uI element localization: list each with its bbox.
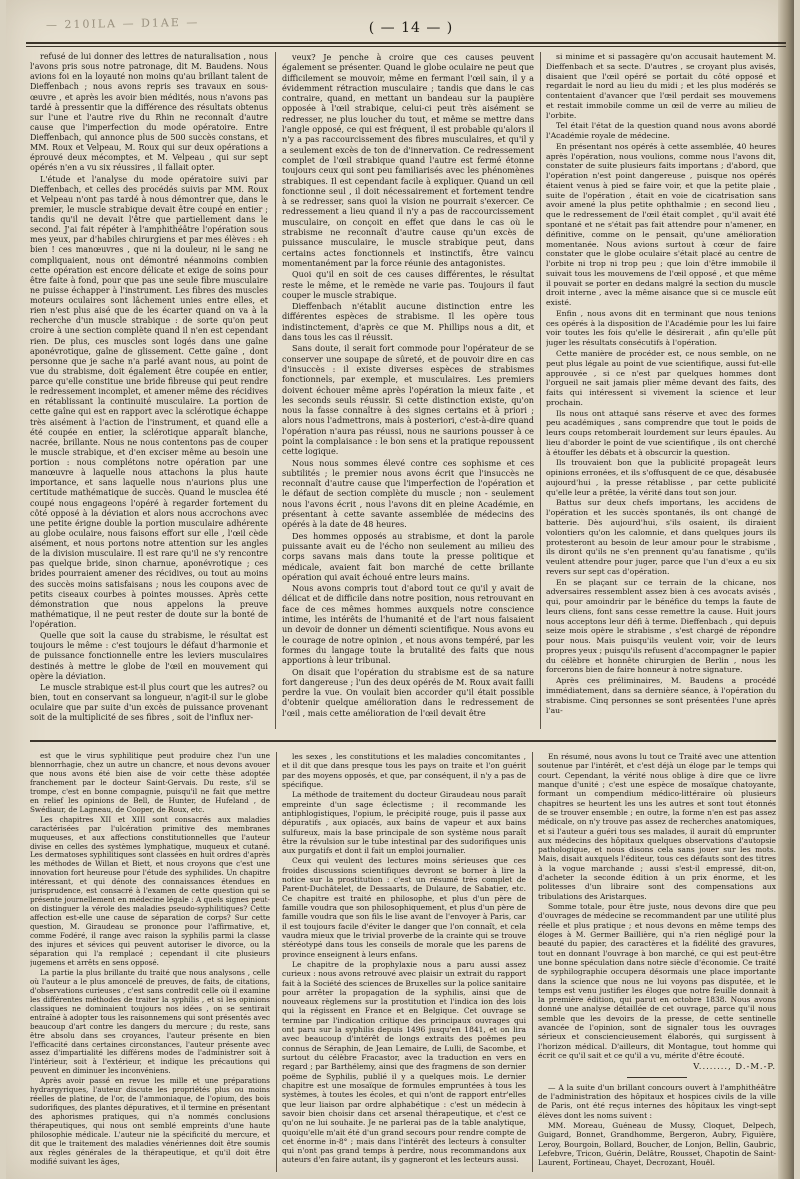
paragraph: Enfin , nous avons dit en terminant que nous tenions ces opérés à la disposition de l'Académie pour les lui faire voir toutes les fois qu'elle le désirerait , afin qu'elle pût juger les résultats consécutifs à l'opération. [546,308,776,348]
column-divider [532,752,533,1172]
paragraph: Quelle que soit la cause du strabisme, le résultat est toujours le même : c'est toujours le défaut d'harmonie et de puissance fonctionnelle entre les leviers musculaires destinés à mettre le globe de l'œil en mouvement qui opère la déviation. [30,631,268,681]
paragraph: les sexes , les constitutions et les maladies concomitantes , et il dit que dans presque tous les pays on traite et l'on guérit par des moyens opposés, et que, par conséquent, il n'y a pas de spécifique. [282,752,526,789]
paragraph: Somme totale, pour être juste, nous devons dire que peu d'ouvrages de médecine se recommandent par une utilité plus réelle et plus pratique ; et nous devons en même temps des éloges à M. Germer Baillière, qui n'a rien négligé pour la beauté du papier, des caractères et la fidélité des gravures, tout en donnant l'ouvrage à bon marché, ce qui est peut-être une bonne spéculation dans notre siècle d'économie. Ce traité de syphilographie occupera désormais une place importante dans la science que nous ne lui voyons pas disputée, et le temps est venu justifier les éloges que notre feuille donnait à la première édition, qui parut en octobre 1838. Nous avons donné une analyse détaillée de cet ouvrage, parce qu'il nous semble que les devoirs de la presse, de cette sentinelle avancée de l'opinion, sont de signaler tous les ouvrages sérieux et consciencieusement élaborés, qui surgissent à l'horizon médical. D'ailleurs, dit Montague, tout homme qui écrit ce qu'il sait et ce qu'il a vu, mérite d'être écouté. [538,902,776,1060]
article-column-1 [30,52,268,729]
paragraph: Nous avons compris tout d'abord tout ce qu'il y avait de délicat et de difficile dans notre position, nous retrouvant en face de ces mêmes hommes auxquels notre conscience intime, les intérêts de l'humanité et de l'art nous faisaient un devoir de donner un démenti scientifique. Nous avons eu le courage de notre opinion , et nous avons tempéré, par les formes du langage toute la brutalité des faits que nous apportions à leur tribunal. [282,583,534,666]
article-column-3 [546,52,776,729]
paragraph: Ils nous ont attaqué sans réserve et avec des formes peu académiques , sans comprendre que tout le poids de leurs coups retomberait lourdement sur leurs épaules. Au lieu d'aborder le point de vue scientifique , ils ont cherché à étouffer les débats et à obscurcir la question. [546,408,776,457]
paragraph: Les chapitres XII et XIII sont consacrés aux maladies caractérisées par l'ulcération primitive des membranes muqueuses, et aux affections constitutionnelles que l'auteur divise en celles des systèmes lymphatique, muqueux et cutané. Les dermatoses syphilitiques sont classées en huit ordres d'après les méthodes de Willan et Biett, et nous croyons que c'est une innovation fort heureuse pour l'étude des syphilides. Un chapitre intéressant, et qui dénote des connaissances étendues en jurisprudence, est consacré à l'examen de cette question qui se présente journellement en médecine légale : A quels signes peut-on distinguer la vérole des maladies pseudo-syphilitiques? Cette affection est-elle une cause de séparation de corps? Sur cette question, M. Giraudeau se prononce pour l'affirmative, et, comme Fodéré, il range avec raison la syphilis parmi la classe des injures et sévices qui peuvent autoriser le divorce, ou la séparation qui l'a remplacé ; cependant il cite plusieurs jugemens et arrêts en sens opposé. [30,814,270,967]
paragraph: L'étude et l'analyse du mode opératoire suivi par Dieffenbach, et celles des procédés suivis par MM. Roux et Velpeau n'ont pas tardé à nous démontrer que, dans le premier, le muscle strabique devait être coupé en entier ; tandis qu'il ne devait l'être que partiellement dans le second. J'ai fait répéter à l'amphithéâtre l'opération sous mes yeux, par d'habiles chirurgiens et par mes élèves : eh bien ! ces manœuvres , que ni la douleur, ni le sang ne compliquaient, nous ont démontré néanmoins combien cette opération est encore délicate et exige de soins pour être faite à fond, pour que pas une seule fibre musculaire ne puisse échapper à l'instrument. Les fibres des muscles moteurs oculaires sont lâchement unies entre elles, et rien n'est plus aisé que de les écarter quand on va à la recherche d'un muscle strabique : de sorte qu'on peut croire à une section complète quand il n'en est cependant rien. De plus, ces muscles sont logés dans une gaîne aponévrotique, gaîne de glissement. Cette gaîne , dont personne que je sache n'a parlé avant nous, au point de vue du strabisme, doit également être coupée en entier, parce qu'elle constitue une bride fibreuse qui peut rendre le redressement incomplet, et amener même des récidives en rétablissant la continuité musculaire. La portion de cette gaîne qui est en rapport avec la sclérotique échappe très aisément à l'action de l'instrument, et quand elle a été coupée en entier, la sclérotique apparaît blanche, nacrée, brillante. Nous ne nous contentons pas de couper le muscle strabique, et d'en exciser même au besoin une portion : nous complétons notre opération par une manœuvre à laquelle nous attachons la plus haute importance, et sans laquelle nous n'aurions plus une certitude mathématique de succès. Quand le muscleа été coupé nous engageons l'opéré à regarder fortement du côté opposé à la déviation et alors nous accrochons avec une petite érigne double la portion musculaire adhérente au globe oculaire, nous faisons effort sur elle , l'œil cède aisément, et nous portons notre attention sur les angles de la division musculaire. Il est rare qu'il ne s'y rencontre pas quelque bride, sinon charnue, aponévrotique ; ces brides pourraient amener des récidives, ou tout au moins des succès moins satisfaisans ; nous les coupons avec de petits ciseaux courbes à pointes mousses. Après cette démonstration que nous appelons la preuve mathématique, il ne peut rester de doute sur la bonté de l'opération. [30,174,268,629]
review-column-2 [282,752,526,1172]
paragraph: En résumé, nous avons lu tout ce Traité avec une attention soutenue par l'intérêt, et c'est déjà un éloge par le temps qui court. Cependant, la vérité nous oblige à dire que ce livre manque d'unité ; c'est une espèce de mosaïque chatoyante, formant un compendium médico-littéraire où plusieurs chapitres se heurtent les uns les autres et sont tout étonnés de se trouver ensemble ; en outre, la forme n'en est pas assez médicale, on n'y trouve pas assez de recherches anatomiques, et si l'auteur a guéri tous ses malades, il aurait dû emprunter aux médecins des hôpitaux quelques observations d'autopsie pathologique, et nous disons cela sans jouer sur les mots. Mais, disait auxquels l'éditeur, tous ces défauts sont des titres à la vogue marchande ; aussi s'est-il empressé, dit-on, d'acheter la seconde édition à un prix énorme, et les politesses d'un libraire sont des compensations aux tribulations des Aristarques. [538,752,776,901]
paragraph: Quoi qu'il en soit de ces causes différentes, le résultat reste le même, et le remède ne varie pas. Toujours il faut couper le muscle strabique. [282,269,534,300]
short-rule [627,1077,687,1078]
paragraph: On disait que l'opération du strabisme est de sa nature fort dangereuse ; l'un des deux opérés de M. Roux avait failli perdre la vue. On voulait bien accorder qu'il était possible d'obtenir quelque amélioration dans le redressement de l'œil , mais cette amélioration de l'œil devait être [282,666,534,718]
review-column-1 [30,752,270,1172]
paragraph: si minime et si passagère qu'on accusait hautement M. Dieffenbach et sa secte. D'autres , se croyant plus avisés, disaient que l'œil opéré se portait du côté opposé et regardait le nord au lieu du midi ; et les plus modérés se contentaient d'avancer que l'œil perdait ses mouvemens et restait immobile comme un œil de verre au milieu de l'orbite. [546,52,776,120]
page-header [26,12,786,48]
paragraph: Dieffenbach n'établit aucune distinction entre les différentes espèces de strabisme. Il les opère tous indistinctement, d'après ce que M. Phillips nous a dit, et dans tous les cas il réussit. [282,301,534,343]
paragraph: Battus sur deux chefs importans, les accidens de l'opération et les succès spontanés, ils ont changé de batterie. Dès aujourd'hui, s'ils osaient, ils diraient volontiers qu'on les calomnie, et dans quelques jours ils protesteront au besoin de leur amour pour le strabisme , ils diront qu'ils ne s'en prennent qu'au fanatisme , qu'ils veulent attendre pour juger, parce que l'un d'eux a eu six revers sur sept cas d'opération. [546,498,776,576]
paragraph: Le muscle strabique est-il plus court que les autres? ou bien, tout en conservant sa longueur, n'agit-il sur le globe oculaire que par suite d'un excès de puissance provenant soit de la multiplicité de ses fibres , soit de l'influx ner- [30,682,268,723]
paragraph: MM. Moreau, Guéneau de Mussy, Cloquet, Delpech, Guigard, Bonnet, Grandhomme, Bergeron, Aubry, Figuière, Leroy, Bourgoin, Bollard, Boucher, de Lonjon, Bellin, Gaubric, Lefebvre, Tricon, Guérin, Delâtre, Rousset, Chapotin de Saint-Laurent, Fortineau, Chayet, Decrozant, Houël. [538,1120,776,1168]
header-rule [26,42,786,44]
newspaper-page [6,0,794,1179]
author-signature: V........, D.-M.-P. [693,1061,776,1072]
faded-masthead-text: — 210ILA — D1AE — [45,15,200,32]
paragraph: La méthode de traitement du docteur Giraudeau nous paraît empreinte d'un sage éclectisme ; il recommande les antiphlogistiques, l'opium, le précipité rouge, puis il passe aux dépuratifs , aux opiacés, aux bains de vapeur et aux bains sulfureux, mais la base principale de son système nous paraît être la révulsion sur le tube intestinal par des sudorifiques unis aux purgatifs et dont il fait un emploi journalier. [282,790,526,856]
paragraph: En se plaçant sur ce terrain de la chicane, nos adversaires ressemblent assez bien à ces avocats avisés , qui, pour amoindrir par le bénéfice du temps la faute de leurs cliens, font sans cesse remettre la cause. Huit jours nous acceptons leur défi à terme. Dieffenbach , qui depuis seize mois opère le strabisme , s'est chargé de répondre pour nous. Mais puisqu'ils veulent voir, voir de leurs propres yeux ; puisqu'ils refusent d'accompagner le papier du célèbre et honnête chirurgien de Berlin , nous les forcerons bien de faire honneur à notre signature. [546,577,776,675]
binding-edge [778,0,794,1179]
article-column-2 [282,52,534,729]
paragraph: — A la suite d'un brillant concours ouvert à l'amphithéâtre de l'administration des hôpitaux et hospices civils de la ville de Paris, ont été reçus internes des hôpitaux les vingt-sept élèves dont les noms suivent : [538,1082,776,1120]
column-divider [276,752,277,1172]
paragraph: La partie la plus brillante du traité que nous analysons , celle où l'auteur a le plus amoncelé de preuves, de faits, de citations, d'observations curieuses , c'est sans contredit celle où il examine les différentes méthodes de traiter la syphilis , et si les opinions classiques ne dominaient toujours nos idées , on se sentirait entraîné à adopter tous les raisonnemens qui sont présentés avec beaucoup d'art contre les dangers du mercure ; du reste, sans être absolu dans ses croyances, l'auteur présente en bien l'efficacité dans certaines circonstances, l'auteur présente avec assez d'impartialité les différens modes de l'administrer soit à l'intérieur, soit à l'extérieur, et indique les précautions qui peuvent en diminuer les inconvéniens. [30,967,270,1076]
paragraph: veux? Je penche à croire que ces causes peuvent également se présenter. Quand le globe oculaire ne peut que difficilement se mouvoir, même en fermant l'œil sain, il y a évidemment rétraction musculaire ; tandis que dans le cas contraire, quand, en mettant un bandeau sur la paupière opposée à l'œil strabique, celui-ci peut très aisément se redresser, ne plus loucher du tout, et même se mettre dans l'angle opposé, ce qui est fréquent, il est probable qu'alors il n'y a pas raccourcissement des fibres musculaires, et qu'il y a seulement excès de ton de d'innervation. Ce redressement complet de l'œil strabique quand l'autre est fermé étonne toujours ceux qui sont peu familiarisés avec les phénomènes strabiques. Il est cependant facile à expliquer. Quand un œil fonctionne seul , il doit nécessairement et fortement tendre à se redresser, sans quoi la vision ne pourrait s'exercer. Ce redressement a lieu quand il n'y a pas de raccourcissement musculaire, on conçoit en effet que dans le cas où le strabisme ne reconnaît d'autre cause qu'un excès de puissance musculaire, le muscle strabique peut, dans certains actes fonctionnels et instinctifs, être vaincu momentanément par la force réunie des antagonistes. [282,52,534,268]
paragraph: En présentant nos opérés à cette assemblée, 40 heures après l'opération, nous voulions, comme nous l'avons dit, constater de suite plusieurs faits importans ; d'abord, que l'opération n'est point dangereuse , puisque nos opérés étaient venus à pied se faire voir, et que la petite plaie , suite de l'opération , était en voie de cicatrisation sans avoir amené la plus petite ophthalmie ; en second lieu , que le redressement de l'œil était complet , qu'il avait été spontané et ne s'était pas fait attendre pour n'amener, en définitive, comme on le pensait, qu'une amélioration momentanée. Nous avions surtout à cœur de faire constater que le globe oculaire s'était placé au centre de l'orbite ni trop ni trop peu ; que loin d'être immobile il suivait tous les mouvemens de l'œil opposé , et que même il pouvait se porter en dedans malgré la section du muscle droit interne , avec la même aisance que si ce muscle eût existé. [546,141,776,308]
paragraph: Des hommes opposés au strabisme, et dont la parole puissante avait eu de l'écho non seulement au milieu des corps savans mais dans toute la presse politique et médicale, avaient fait bon marché de cette brillante opération qui avait échoué entre leurs mains. [282,530,534,582]
paragraph: Après ces préliminaires, M. Baudens a procédé immédiatement, dans sa dernière séance, à l'opération du strabisme. Cinq personnes se sont présentées l'une après l'au- [546,676,776,715]
paragraph: Sans doute, il serait fort commode pour l'opérateur de se conserver une soupape de sûreté, et de pouvoir dire en cas d'insuccès : il existe diverses espèces de strabismes fonctionnels, par exemple, et musculaires. Les premiers doivent échouer même après l'opération la mieux faite , et les seconds seuls réussir. Si cette distinction existe, qu'on nous la fasse connaître à des signes certains et à priori ; alors nous l'admettrons, mais à posteriori, c'est-à-dire quand l'opération n'aura pas réussi, nous ne saurions pousser à ce point la complaisance : le bon sens et la pratique repoussent cette logique. [282,343,534,457]
paragraph: Tel était l'état de la question quand nous avons abordé l'Académie royale de médecine. [546,121,776,141]
paragraph: Nous nous sommes élevé contre ces sophisme et ces subtilités ; le premier nous avons écrit que l'insuccès ne reconnaît d'autre cause que l'imperfection de l'opération et le défaut de section complète du muscle ; non - seulement nous l'avons écrit , nous l'avons dit en pleine Académie, en présentant à cette savante assemblée de médecins des opérés à la date de 48 heures. [282,457,534,530]
review-column-3 [538,752,776,1172]
header-rule-thin [26,46,786,47]
paragraph: est que le virus syphilitique peut produire chez l'un une blennorrhagie, chez un autre un chancre, et nous devons avouer que nous avons été bien aise de voir cette thèse adoptée franchement par le docteur Saint-Gervais. Du reste, s'il se trompe, c'est en bonne compagnie, puisqu'il ne fait que mettre en relief les opinions de Bell, de Hunter, de Hufeland , de Swédiaur, de Lagneau, de Cooper, de Roux, etc. [30,752,270,814]
paragraph: refusé de lui donner des lettres de naturalisation , nous l'avons pris sous notre patronage, dit M. Baudens. Nous avions foi en la loyauté non moins qu'au brillant talent de Dieffenbach ; nous avons repris ses travaux en sous-œuvre , et après les avoir bien médités, nous n'avons pas tardé à pressentir que la différence des résultats obtenus sur l'une et l'autre rive du Rhin ne reconnaît d'autre cause que l'imperfection du mode opératoire. Entre Dieffenbach, qui annonce plus de 500 succès constans, et MM. Roux et Velpeau, M. Roux qui sur deux opérations a éprouvé deux mécomptes, et M. Velpeau , qui sur sept opérés n'en a vu six réussires , il fallait opter. [30,52,268,173]
page-number: ( — 14 — ) [368,20,454,36]
section-rule [30,740,776,742]
paragraph: Cette manière de procéder est, ce nous semble, on ne peut plus légale au point de vue scientifique, aussi fut-elle approuvée , si ce n'est par quelques hommes dont l'orgueil ne sait jamais plier même devant des faits, des faits qui intéressent si vivement la science et leur prochain. [546,348,776,407]
column-divider [540,52,541,729]
paragraph: Le chapitre de la prophylaxie nous a paru aussi assez curieux : nous avons retrouvé avec plaisir un extrait du rapport fait à la Société des sciences de Bruxelles sur la police sanitaire pour arrêter la propagation de la syphilis, ainsi que de nouveaux règlemens sur la prostitution et l'indica ion des lois qui la régissent en France et en Belgique. Cet ouvrage se termine par l'indication critique des principaux ouvrages qui ont paru sur la syphilis depuis 1496 jusqu'en 1841, et on lira avec beaucoup d'intérêt de longs extraits des poëmes peu connus de Séraphin, de Jean Lemaire, de Lulli, de Sacombe, et surtout du célèbre Fracastor, avec la traduction en vers en regard ; par Barthélemy, ainsi que des fragmens de son dernier poëme de Syphilis, publié il y a quelques mois. Le dernier chapitre est une mosaïque de formules empruntées à tous les systèmes, à toutes les écoles, et qui n'ont de rapport entr'elles que leur liaison par ordre alphabétique : c'est un médecin à savoir bien choisir dans cet arsenal thérapeutique, et c'est ce qu'on ne lui souhaite. Je ne parlerai pas de la table analytique, quoiqu'elle m'ait été d'un grand secours pour rendre compte de cet énorme in-8° ; mais dans l'intérêt des lecteurs à consulter qui n'ont pas grand temps à perdre, nous recommandons aux auteurs d'en faire autant, ils y gagneront et les lecteurs aussi. [282,959,526,1165]
paragraph: Ceux qui veulent des lectures moins sérieuses que ces froides discussions scientifiques devront se borner à lire la notice sur la prostitution : c'est un résumé très complet de Parent-Duchâtelet, de Dessaarts, de Dulaure, de Sabatier, etc. Ce chapitre est traité en philosophe, et plus d'un père de famille voudra que son philosophiquement, et plus d'un père de famille voudra que son fils le lise avant de l'envoyer à Paris, car il est toujours facile d'éviter le danger que l'on connaît, et cela vaudra mieux que le trivial proverbe de la crainte qui se trouve stéréotypé dans tous les conseils de morale que les parens de province enseignent à leurs enfans. [282,856,526,959]
column-divider [275,52,276,729]
paragraph: Ils trouvaient bon que la publicité propageât leurs opinions erronées, et ils s'offusquent de ce que, désabusée aujourd'hui , la presse rétablisse , par cette publicité qu'elle leur a prêtée, la vérité dans tout son jour. [546,458,776,497]
paragraph: Après avoir passé en revue les mille et une préparations hydrargyriques, l'auteur discute les propriétés plus ou moins réelles de platine, de l'or, de l'ammoniaque, de l'opium, des bois sudorifiques, des plantes dépuratives, et il termine en présentant des aphorismes pratiques, qui n'a nommés conclusions thérapeutiques, qui nous ont semblé empreints d'une haute philosophie médicale. L'auteur nie la spécificité du mercure, et dit que le traitement des maladies vénériennes doit être soumis aux règles générales de la thérapeutique, et qu'il doit être modifié suivant les âges, [30,1076,270,1166]
